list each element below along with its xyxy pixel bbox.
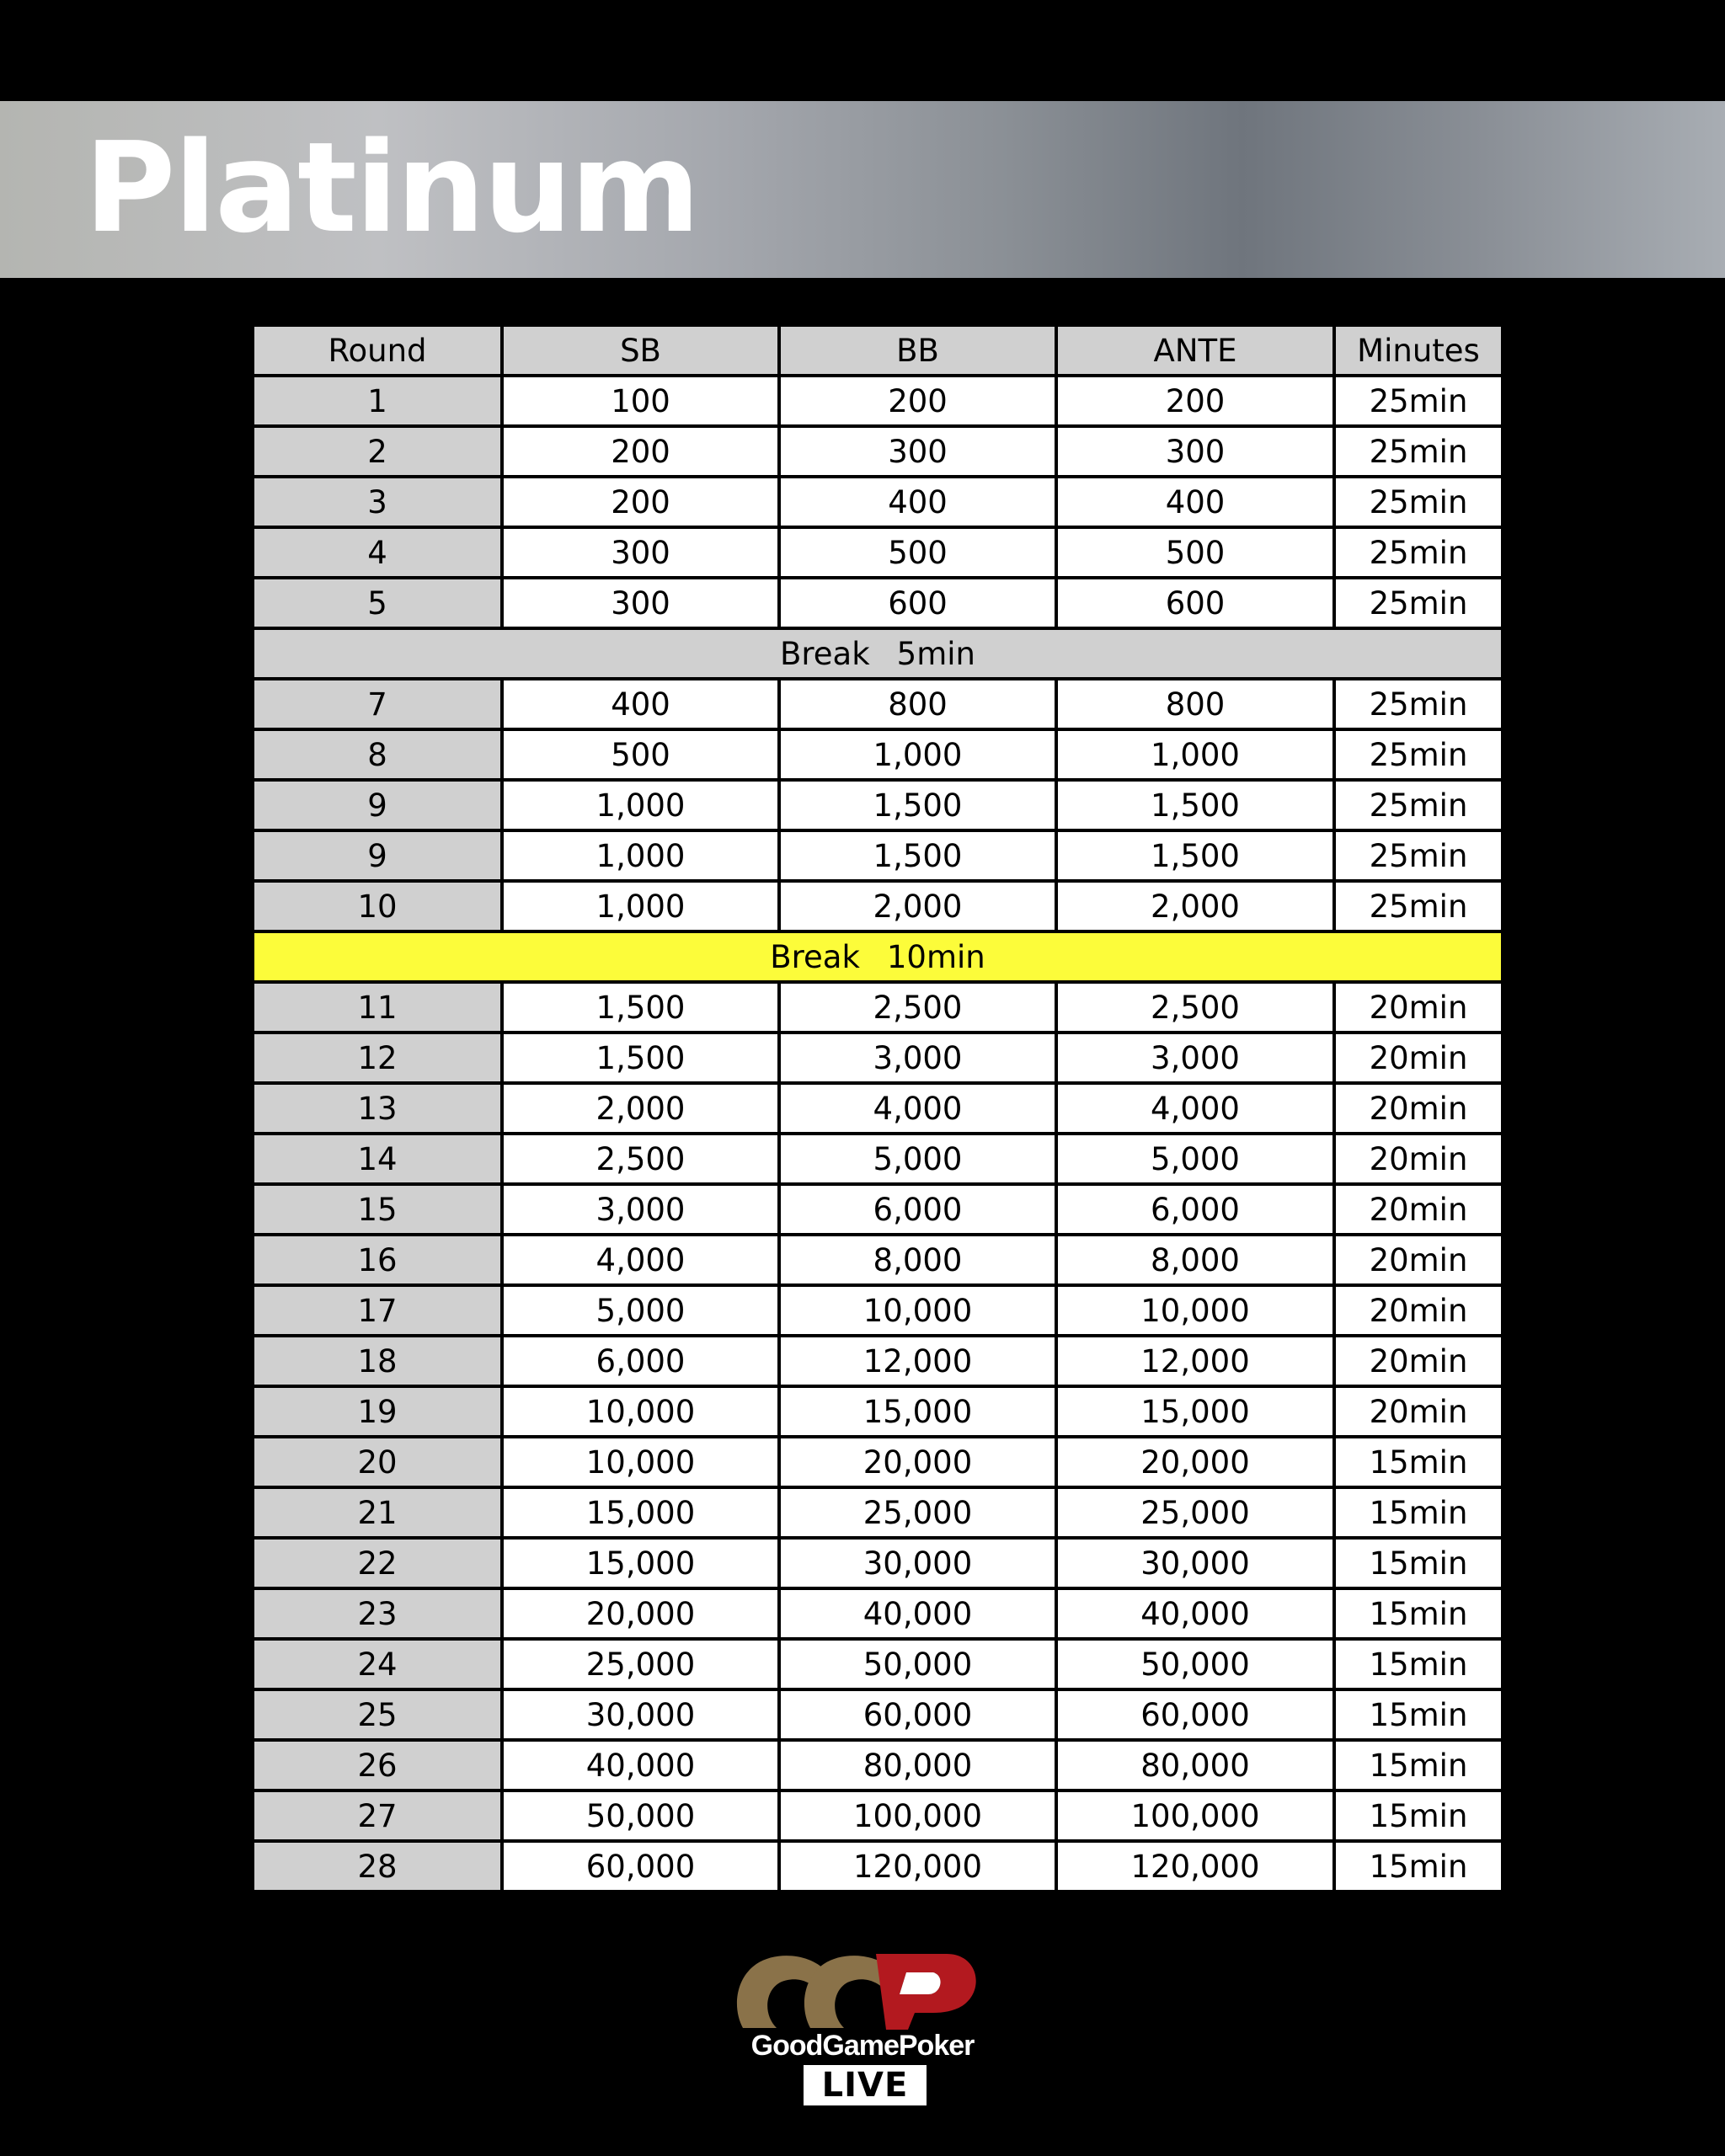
ante-cell: 1,500 [1056, 830, 1334, 881]
minutes-cell: 15min [1334, 1790, 1503, 1841]
ante-cell: 8,000 [1056, 1235, 1334, 1285]
bb-cell: 2,000 [779, 881, 1056, 931]
table-row [253, 1033, 1503, 1083]
minutes-cell: 25min [1334, 881, 1503, 931]
ante-cell: 1,500 [1056, 780, 1334, 830]
break-cell [253, 931, 1503, 982]
ante-cell: 4,000 [1056, 1083, 1334, 1134]
minutes-cell: 20min [1334, 1184, 1503, 1235]
sb-cell: 25,000 [502, 1639, 779, 1689]
table-row [253, 1386, 1503, 1437]
bb-cell: 30,000 [779, 1538, 1056, 1588]
round-cell: 15 [253, 1184, 502, 1235]
table-row [253, 1740, 1503, 1790]
ante-cell: 12,000 [1056, 1336, 1334, 1386]
table-row [253, 1285, 1503, 1336]
sb-cell: 300 [502, 527, 779, 578]
ante-cell: 200 [1056, 376, 1334, 426]
minutes-cell: 20min [1334, 1083, 1503, 1134]
column-header-bb: BB [779, 325, 1056, 376]
minutes-cell: 25min [1334, 426, 1503, 477]
bb-cell: 120,000 [779, 1841, 1056, 1892]
ante-cell: 100,000 [1056, 1790, 1334, 1841]
bb-cell: 200 [779, 376, 1056, 426]
bb-cell: 2,500 [779, 982, 1056, 1033]
minutes-cell: 15min [1334, 1588, 1503, 1639]
minutes-cell: 20min [1334, 982, 1503, 1033]
bb-cell: 1,500 [779, 780, 1056, 830]
bb-cell: 5,000 [779, 1134, 1056, 1184]
sb-cell: 100 [502, 376, 779, 426]
ante-cell: 400 [1056, 477, 1334, 527]
column-header-ante: ANTE [1056, 325, 1334, 376]
page-title: Platinum [84, 115, 699, 260]
round-cell: 24 [253, 1639, 502, 1689]
round-cell: 18 [253, 1336, 502, 1386]
table-row [253, 578, 1503, 628]
ante-cell: 300 [1056, 426, 1334, 477]
bb-cell: 100,000 [779, 1790, 1056, 1841]
round-cell: 2 [253, 426, 502, 477]
bb-cell: 400 [779, 477, 1056, 527]
ante-cell: 25,000 [1056, 1487, 1334, 1538]
table-row [253, 1336, 1503, 1386]
bb-cell: 20,000 [779, 1437, 1056, 1487]
sb-cell: 50,000 [502, 1790, 779, 1841]
bb-cell: 12,000 [779, 1336, 1056, 1386]
ante-cell: 5,000 [1056, 1134, 1334, 1184]
sb-cell: 10,000 [502, 1386, 779, 1437]
round-cell: 3 [253, 477, 502, 527]
sb-cell: 500 [502, 729, 779, 780]
break-row [253, 628, 1503, 679]
minutes-cell: 15min [1334, 1487, 1503, 1538]
minutes-cell: 25min [1334, 729, 1503, 780]
round-cell: 5 [253, 578, 502, 628]
minutes-cell: 15min [1334, 1538, 1503, 1588]
round-cell: 27 [253, 1790, 502, 1841]
table-header-row [253, 325, 1503, 376]
ante-cell: 600 [1056, 578, 1334, 628]
bb-cell: 10,000 [779, 1285, 1056, 1336]
bb-cell: 50,000 [779, 1639, 1056, 1689]
table-row [253, 1790, 1503, 1841]
table-body [253, 376, 1503, 1892]
column-header-sb: SB [502, 325, 779, 376]
round-cell: 26 [253, 1740, 502, 1790]
round-cell: 10 [253, 881, 502, 931]
table-row [253, 1184, 1503, 1235]
sb-cell: 5,000 [502, 1285, 779, 1336]
sb-cell: 3,000 [502, 1184, 779, 1235]
round-cell: 21 [253, 1487, 502, 1538]
sb-cell: 40,000 [502, 1740, 779, 1790]
live-badge: LIVE [804, 2065, 927, 2105]
bb-cell: 1,500 [779, 830, 1056, 881]
bb-cell: 3,000 [779, 1033, 1056, 1083]
ante-cell: 15,000 [1056, 1386, 1334, 1437]
ante-cell: 500 [1056, 527, 1334, 578]
ggp-logo-mark [737, 1954, 976, 2030]
minutes-cell: 25min [1334, 376, 1503, 426]
minutes-cell: 15min [1334, 1437, 1503, 1487]
minutes-cell: 20min [1334, 1235, 1503, 1285]
bb-cell: 25,000 [779, 1487, 1056, 1538]
ante-cell: 2,500 [1056, 982, 1334, 1033]
sb-cell: 1,500 [502, 982, 779, 1033]
logo-wordmark: GoodGamePoker [750, 2030, 975, 2062]
sb-cell: 200 [502, 426, 779, 477]
round-cell: 16 [253, 1235, 502, 1285]
sb-cell: 2,000 [502, 1083, 779, 1134]
minutes-cell: 20min [1334, 1285, 1503, 1336]
round-cell: 8 [253, 729, 502, 780]
bb-cell: 600 [779, 578, 1056, 628]
round-cell: 9 [253, 830, 502, 881]
ante-cell: 800 [1056, 679, 1334, 729]
round-cell: 12 [253, 1033, 502, 1083]
break-duration: 5min [896, 635, 975, 672]
sb-cell: 6,000 [502, 1336, 779, 1386]
ante-cell: 1,000 [1056, 729, 1334, 780]
round-cell: 13 [253, 1083, 502, 1134]
table-row [253, 881, 1503, 931]
minutes-cell: 25min [1334, 830, 1503, 881]
minutes-cell: 25min [1334, 679, 1503, 729]
table-row [253, 527, 1503, 578]
sb-cell: 15,000 [502, 1538, 779, 1588]
sb-cell: 1,000 [502, 881, 779, 931]
break-duration: 10min [886, 938, 985, 975]
table-row [253, 426, 1503, 477]
table-row [253, 1083, 1503, 1134]
ante-cell: 2,000 [1056, 881, 1334, 931]
minutes-cell: 20min [1334, 1134, 1503, 1184]
bb-cell: 80,000 [779, 1740, 1056, 1790]
column-header-minutes: Minutes [1334, 325, 1503, 376]
column-header-round: Round [253, 325, 502, 376]
minutes-cell: 25min [1334, 477, 1503, 527]
bb-cell: 60,000 [779, 1689, 1056, 1740]
minutes-cell: 15min [1334, 1639, 1503, 1689]
sb-cell: 1,000 [502, 830, 779, 881]
sb-cell: 4,000 [502, 1235, 779, 1285]
break-label: Break [770, 938, 860, 975]
round-cell: 9 [253, 780, 502, 830]
table-row [253, 1689, 1503, 1740]
sb-cell: 1,000 [502, 780, 779, 830]
bb-cell: 15,000 [779, 1386, 1056, 1437]
ante-cell: 40,000 [1056, 1588, 1334, 1639]
sb-cell: 400 [502, 679, 779, 729]
ante-cell: 20,000 [1056, 1437, 1334, 1487]
table-row [253, 1437, 1503, 1487]
bb-cell: 800 [779, 679, 1056, 729]
bb-cell: 6,000 [779, 1184, 1056, 1235]
ante-cell: 10,000 [1056, 1285, 1334, 1336]
logo-p-white [900, 1972, 941, 1994]
round-cell: 20 [253, 1437, 502, 1487]
round-cell: 17 [253, 1285, 502, 1336]
table-row [253, 1538, 1503, 1588]
table-row [253, 1639, 1503, 1689]
minutes-cell: 20min [1334, 1336, 1503, 1386]
table-row [253, 1235, 1503, 1285]
sb-cell: 30,000 [502, 1689, 779, 1740]
bb-cell: 500 [779, 527, 1056, 578]
bb-cell: 4,000 [779, 1083, 1056, 1134]
minutes-cell: 15min [1334, 1689, 1503, 1740]
table-row [253, 1134, 1503, 1184]
table-row [253, 780, 1503, 830]
bb-cell: 8,000 [779, 1235, 1056, 1285]
break-cell [253, 628, 1503, 679]
round-cell: 7 [253, 679, 502, 729]
round-cell: 4 [253, 527, 502, 578]
round-cell: 11 [253, 982, 502, 1033]
ante-cell: 120,000 [1056, 1841, 1334, 1892]
ante-cell: 3,000 [1056, 1033, 1334, 1083]
minutes-cell: 20min [1334, 1033, 1503, 1083]
table-row [253, 679, 1503, 729]
sb-cell: 10,000 [502, 1437, 779, 1487]
table-row [253, 982, 1503, 1033]
bb-cell: 1,000 [779, 729, 1056, 780]
round-cell: 14 [253, 1134, 502, 1184]
minutes-cell: 25min [1334, 578, 1503, 628]
table-row [253, 477, 1503, 527]
break-label: Break [780, 635, 870, 672]
bb-cell: 40,000 [779, 1588, 1056, 1639]
table-row [253, 376, 1503, 426]
break-row [253, 931, 1503, 982]
bb-cell: 300 [779, 426, 1056, 477]
round-cell: 1 [253, 376, 502, 426]
sb-cell: 200 [502, 477, 779, 527]
sb-cell: 300 [502, 578, 779, 628]
sb-cell: 60,000 [502, 1841, 779, 1892]
sb-cell: 20,000 [502, 1588, 779, 1639]
sb-cell: 2,500 [502, 1134, 779, 1184]
minutes-cell: 15min [1334, 1740, 1503, 1790]
round-cell: 25 [253, 1689, 502, 1740]
minutes-cell: 25min [1334, 780, 1503, 830]
ante-cell: 60,000 [1056, 1689, 1334, 1740]
ante-cell: 30,000 [1056, 1538, 1334, 1588]
round-cell: 19 [253, 1386, 502, 1437]
table-row [253, 830, 1503, 881]
title-banner [0, 101, 1725, 278]
round-cell: 22 [253, 1538, 502, 1588]
table-row [253, 1487, 1503, 1538]
minutes-cell: 20min [1334, 1386, 1503, 1437]
table-row [253, 729, 1503, 780]
round-cell: 23 [253, 1588, 502, 1639]
minutes-cell: 25min [1334, 527, 1503, 578]
ante-cell: 80,000 [1056, 1740, 1334, 1790]
ante-cell: 6,000 [1056, 1184, 1334, 1235]
minutes-cell: 15min [1334, 1841, 1503, 1892]
table-row [253, 1588, 1503, 1639]
table-row [253, 1841, 1503, 1892]
sb-cell: 1,500 [502, 1033, 779, 1083]
sb-cell: 15,000 [502, 1487, 779, 1538]
blind-structure-table [251, 323, 1504, 1893]
round-cell: 28 [253, 1841, 502, 1892]
ante-cell: 50,000 [1056, 1639, 1334, 1689]
